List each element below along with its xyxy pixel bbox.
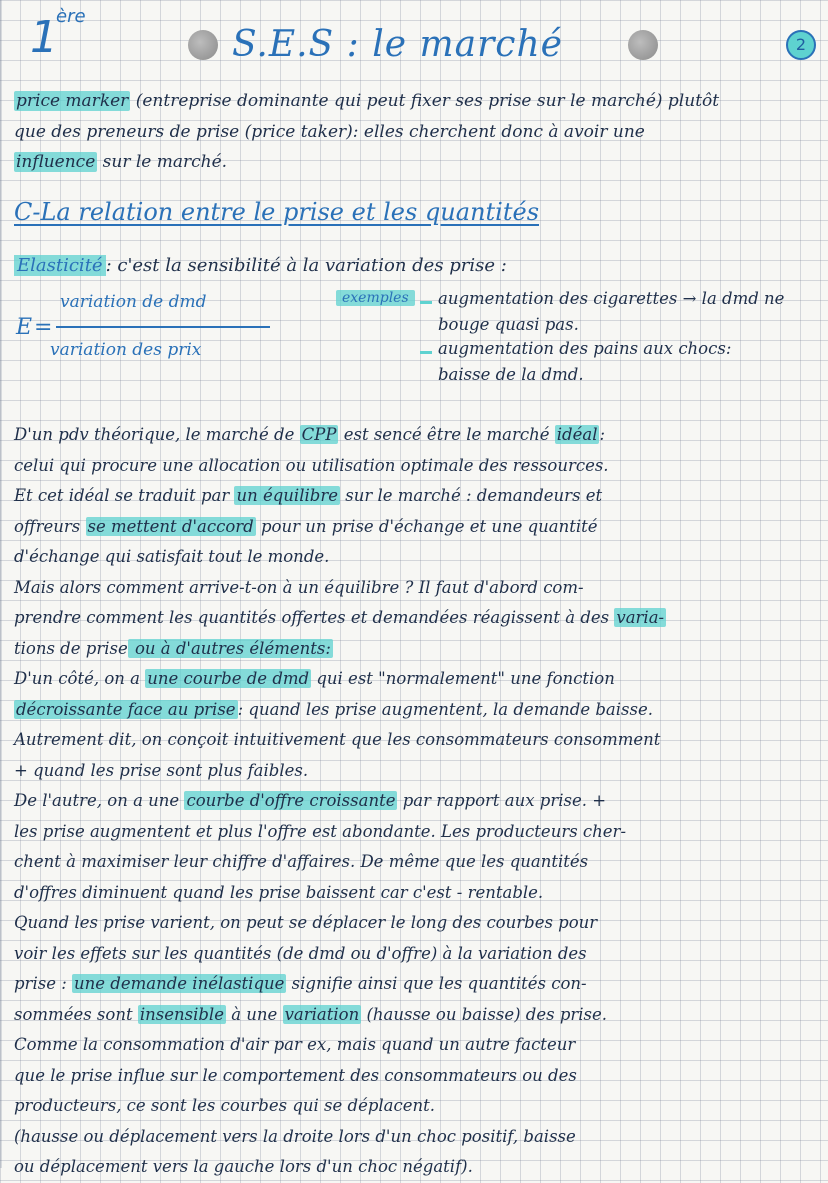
intro-line bbox=[14, 147, 814, 178]
example-line: baisse de la dmd. bbox=[438, 365, 584, 384]
body-text: producteurs, ce sont les courbes qui se déplacent. bbox=[14, 1096, 436, 1115]
highlight: décroissante face au prise bbox=[16, 699, 236, 719]
body-text: De l'autre, on a une bbox=[14, 791, 185, 810]
body-text: prendre comment les quantités offertes et demandées réagissent à des bbox=[14, 608, 615, 627]
body-line bbox=[14, 847, 814, 878]
body-text: ou déplacement vers la gauche lors d'un choc négatif). bbox=[14, 1157, 473, 1176]
equals-sign: = bbox=[34, 315, 53, 340]
page-number-badge: 2 bbox=[786, 30, 816, 60]
elasticity-symbol: E bbox=[16, 315, 33, 340]
body-text: qui est "normalement" une fonction bbox=[311, 669, 615, 688]
page-margin-line bbox=[0, 0, 2, 1168]
fraction-denominator: variation des prix bbox=[50, 340, 202, 360]
body-paragraph bbox=[14, 420, 814, 1183]
body-text: + quand les prise sont plus faibles. bbox=[14, 760, 309, 780]
section-title: C-La relation entre le prise et les quantités bbox=[14, 198, 540, 226]
highlight: une demande inélastique bbox=[74, 974, 285, 993]
body-text: Mais alors comment arrive-t-on à un équilibre ? Il faut d'abord com- bbox=[14, 577, 584, 597]
body-line bbox=[14, 756, 814, 787]
body-text: D'un côté, on a bbox=[14, 669, 146, 688]
example-bullet bbox=[420, 301, 432, 304]
highlight: influence bbox=[16, 152, 96, 172]
highlight: price marker bbox=[16, 91, 129, 111]
example-2 bbox=[438, 336, 818, 388]
body-text: est sencé être le marché bbox=[338, 425, 555, 444]
example-line: augmentation des pains aux chocs: bbox=[438, 339, 732, 358]
body-text: d'échange qui satisfait tout le monde. bbox=[14, 547, 330, 566]
body-line bbox=[14, 512, 814, 543]
example-line: augmentation des cigarettes → la dmd ne bbox=[438, 289, 785, 308]
body-text: (hausse ou baisse) des prise. bbox=[361, 1004, 608, 1024]
highlight: idéal bbox=[556, 425, 598, 444]
fraction-bar bbox=[56, 326, 270, 328]
example-line: bouge quasi pas. bbox=[438, 315, 579, 334]
body-text: celui qui procure une allocation ou utilisation optimale des ressources. bbox=[14, 455, 609, 475]
body-text: signifie ainsi que les quantités con- bbox=[286, 974, 587, 993]
intro-paragraph bbox=[14, 86, 814, 178]
highlight: varia- bbox=[616, 608, 665, 627]
highlight: variation bbox=[284, 1004, 360, 1024]
page-title: S.E.S : le marché bbox=[232, 24, 563, 65]
body-text: pour un prise d'échange et une quantité bbox=[255, 516, 598, 536]
body-text: les prise augmentent et plus l'offre est abondante. Les producteurs cher- bbox=[14, 821, 627, 841]
grade-number: 1 bbox=[30, 12, 58, 63]
elasticity-definition-text: : c'est la sensibilité à la variation des prise : bbox=[105, 255, 507, 276]
highlight: se mettent d'accord bbox=[87, 516, 254, 536]
body-line bbox=[14, 878, 814, 909]
elasticity-term: Elasticité bbox=[14, 255, 106, 276]
body-line bbox=[14, 634, 814, 665]
body-text: à une bbox=[225, 1004, 283, 1024]
body-line bbox=[14, 817, 814, 848]
highlight: une courbe de dmd bbox=[147, 669, 310, 688]
intro-text: sur le marché. bbox=[97, 152, 228, 172]
body-line bbox=[14, 1000, 814, 1031]
body-line bbox=[14, 1152, 814, 1183]
body-line bbox=[14, 1122, 814, 1153]
intro-text: que des preneurs de prise (price taker): elles cherchent donc à avoir une bbox=[14, 121, 645, 142]
intro-line bbox=[14, 117, 814, 148]
body-text: Quand les prise varient, on peut se déplacer le long des courbes pour bbox=[14, 913, 598, 932]
body-line bbox=[14, 573, 814, 604]
body-text: : quand les prise augmentent, la demande baisse. bbox=[237, 699, 653, 719]
body-text: voir les effets sur les quantités (de dmd ou d'offre) à la variation des bbox=[14, 943, 587, 963]
section-heading bbox=[14, 198, 539, 226]
examples-label: exemples bbox=[336, 290, 415, 306]
punch-hole-left bbox=[188, 30, 218, 60]
body-text: par rapport aux prise. + bbox=[397, 791, 607, 810]
body-line bbox=[14, 481, 814, 512]
body-text: Comme la consommation d'air par ex, mais quand un autre facteur bbox=[14, 1035, 576, 1054]
body-text: prise : bbox=[14, 974, 73, 993]
highlight: un équilibre bbox=[236, 486, 338, 505]
highlight: ou à d'autres éléments: bbox=[129, 638, 331, 658]
body-text: Et cet idéal se traduit par bbox=[14, 486, 235, 505]
example-bullet bbox=[420, 351, 432, 354]
body-text: Autrement dit, on conçoit intuitivement que les consommateurs consomment bbox=[14, 730, 661, 749]
body-line bbox=[14, 542, 814, 573]
body-text: d'offres diminuent quand les prise baissent car c'est - rentable. bbox=[14, 882, 544, 902]
body-line bbox=[14, 908, 814, 939]
fraction-numerator: variation de dmd bbox=[60, 292, 207, 312]
highlight: CPP bbox=[301, 425, 337, 444]
body-text: tions de prise bbox=[14, 638, 128, 658]
body-line bbox=[14, 939, 814, 970]
body-line bbox=[14, 969, 814, 1000]
highlight: courbe d'offre croissante bbox=[186, 791, 396, 810]
intro-line bbox=[14, 86, 814, 117]
body-text: (hausse ou déplacement vers la droite lors d'un choc positif, baisse bbox=[14, 1126, 576, 1146]
body-line bbox=[14, 664, 814, 695]
body-text: que le prise influe sur le comportement des consommateurs ou des bbox=[14, 1065, 577, 1085]
punch-hole-right bbox=[628, 30, 658, 60]
body-line bbox=[14, 420, 814, 451]
elasticity-definition bbox=[14, 255, 507, 276]
body-text: offreurs bbox=[14, 516, 86, 536]
highlight: insensible bbox=[139, 1004, 224, 1024]
body-text: chent à maximiser leur chiffre d'affaires. De même que les quantités bbox=[14, 852, 589, 871]
body-line bbox=[14, 1030, 814, 1061]
body-text: sur le marché : demandeurs et bbox=[339, 486, 603, 505]
example-1 bbox=[438, 286, 818, 338]
body-line bbox=[14, 1091, 814, 1122]
body-text: : bbox=[599, 425, 606, 444]
body-line bbox=[14, 451, 814, 482]
body-line bbox=[14, 603, 814, 634]
grade-superscript: ère bbox=[56, 6, 86, 27]
body-line bbox=[14, 695, 814, 726]
body-text: D'un pdv théorique, le marché de bbox=[14, 425, 300, 444]
body-line bbox=[14, 1061, 814, 1092]
intro-text: (entreprise dominante qui peut fixer ses prise sur le marché) plutôt bbox=[130, 91, 720, 111]
body-line bbox=[14, 786, 814, 817]
body-line bbox=[14, 725, 814, 756]
body-text: sommées sont bbox=[14, 1004, 138, 1024]
